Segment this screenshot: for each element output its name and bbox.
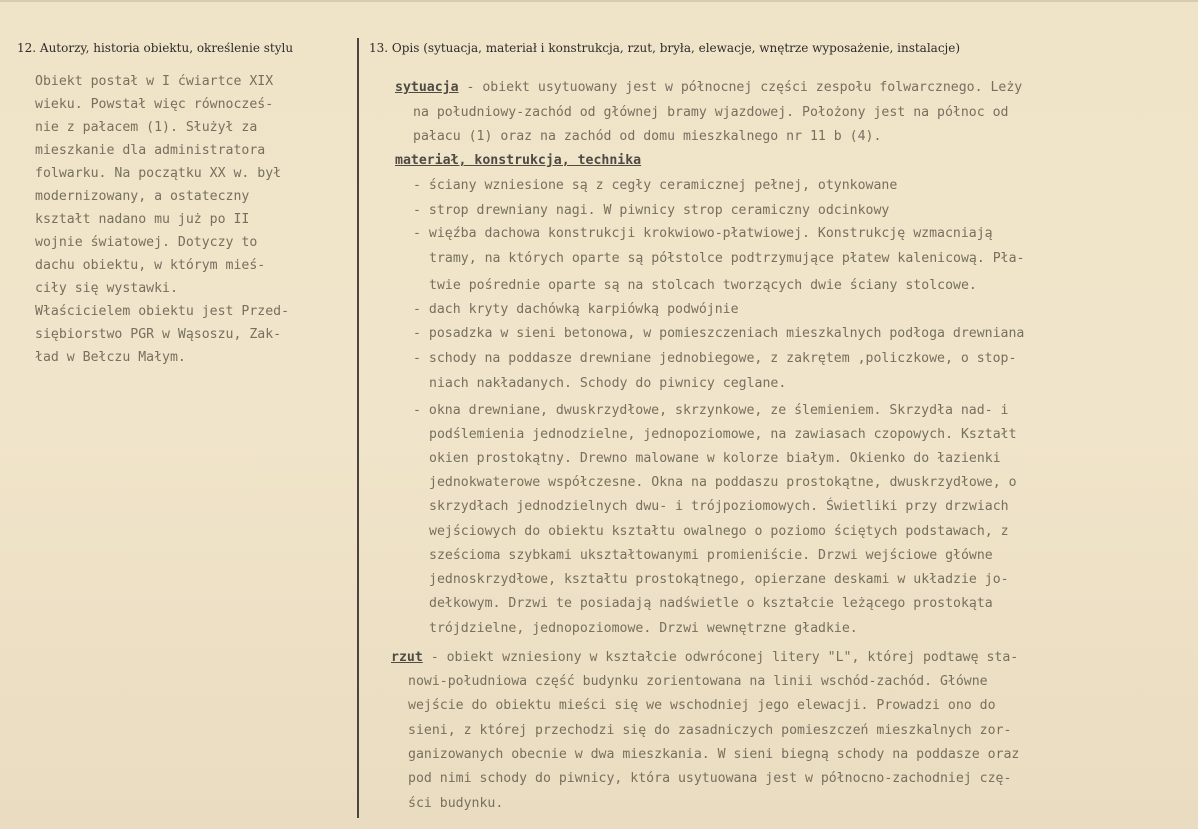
rzut-line: nowi-południowa część budynku zorientowana na linii wschód-zachód. Główne bbox=[408, 674, 988, 689]
left-text-line: nie z pałacem (1). Służył za bbox=[35, 120, 258, 135]
left-text-line: Właścicielem obiektu jest Przed- bbox=[35, 304, 290, 319]
rzut-line: sieni, z której przechodzi się do zasadniczych pomieszczeń mieszkalnych zor- bbox=[408, 723, 1012, 738]
left-text-line: dachu obiektu, w którym mieś- bbox=[35, 258, 266, 273]
material-line: jednoskrzydłowe, kształtu prostokątnego, opierzane deskami w układzie jo- bbox=[429, 572, 1009, 587]
material-line: - ściany wzniesione są z cegły ceramicznej pełnej, otynkowane bbox=[413, 178, 898, 193]
rzut-line: wejście do obiektu mieści się we wschodniej jego elewacji. Prowadzi ono do bbox=[408, 698, 996, 713]
rzut-line: pod nimi schody do piwnicy, która usytuowana jest w północno-zachodniej czę- bbox=[408, 771, 1012, 786]
rzut-line: ganizowanych obecnie w dwa mieszkania. W sieni biegną schody na poddasze oraz bbox=[408, 747, 1020, 762]
material-line: niach nakładanych. Schody do piwnicy ceglane. bbox=[429, 376, 787, 391]
material-line: twie pośrednie oparte są na stolcach tworzących dwie ściany stolcowe. bbox=[429, 278, 977, 293]
term-material: materiał, konstrukcja, technika bbox=[395, 153, 642, 168]
material-line: - posadzka w sieni betonowa, w pomieszczeniach mieszkalnych podłoga drewniana bbox=[413, 326, 1025, 341]
material-line: trójdzielne, jednopoziomowe. Drzwi wewnętrzne gładkie. bbox=[429, 621, 858, 636]
rzut-line: ści budynku. bbox=[408, 796, 504, 811]
left-text-line: siębiorstwo PGR w Wąsoszu, Zak- bbox=[35, 327, 282, 342]
material-line: tramy, na których oparte są półstolce podtrzymujące płatew kalenicową. Pła- bbox=[429, 251, 1025, 266]
sytuacja-line bbox=[395, 76, 1022, 99]
left-text-line: wieku. Powstał więc równocześ- bbox=[35, 97, 274, 112]
left-text-line: Obiekt postał w I ćwiartce XIX bbox=[35, 74, 274, 89]
rzut-line bbox=[391, 646, 1018, 669]
material-line: - okna drewniane, dwuskrzydłowe, skrzynkowe, ze ślemieniem. Skrzydła nad- i bbox=[413, 403, 1009, 418]
material-line: jednokwaterowe współczesne. Okna na poddaszu prostokątne, dwuskrzydłowe, o bbox=[429, 475, 1017, 490]
material-line: dełkowym. Drzwi te posiadają nadświetle o kształcie leżącego prostokąta bbox=[429, 596, 993, 611]
material-line: podślemienia jednodzielne, jednopoziomowe, na zawiasach czopowych. Kształt bbox=[429, 427, 1017, 442]
right-column-text bbox=[0, 2, 1198, 829]
term-rzut: rzut bbox=[391, 650, 423, 665]
left-text-line: kształt nadano mu już po II bbox=[35, 212, 250, 227]
sytuacja-text: - obiekt usytuowany jest w północnej części zespołu folwarcznego. Leży bbox=[458, 80, 1023, 95]
left-text-line: folwarku. Na początku XX w. był bbox=[35, 166, 282, 181]
material-line: - schody na poddasze drewniane jednobiegowe, z zakrętem ,policzkowe, o stop- bbox=[413, 351, 1017, 366]
rzut-text: - obiekt wzniesiony w kształcie odwróconej litery "L", której podtawę sta- bbox=[422, 650, 1019, 665]
material-line: - więźba dachowa konstrukcji krokwiowo-płatwiowej. Konstrukcję wzmacniają bbox=[413, 226, 993, 241]
material-heading bbox=[395, 149, 641, 172]
section-header-description: 13. Opis (sytuacja, materiał i konstrukcja, rzut, bryła, elewacje, wnętrze wyposażenie, instalacje) bbox=[369, 41, 961, 55]
left-text-line: ciły się wystawki. bbox=[35, 281, 178, 296]
material-line: - dach kryty dachówką karpiówką podwójnie bbox=[413, 302, 739, 317]
material-line: skrzydłach jednodzielnych dwu- i trójpoziomowych. Świetliki przy drzwiach bbox=[429, 499, 1009, 514]
sytuacja-line: pałacu (1) oraz na zachód od domu mieszkalnego nr 11 b (4). bbox=[413, 129, 882, 144]
material-line: - strop drewniany nagi. W piwnicy strop ceramiczny odcinkowy bbox=[413, 203, 890, 218]
material-line: wejściowych do obiektu kształtu owalnego o poziomo ściętych podstawach, z bbox=[429, 524, 1009, 539]
section-header-authors-history: 12. Autorzy, historia obiektu, określenie stylu bbox=[17, 41, 294, 55]
left-text-line: wojnie światowej. Dotyczy to bbox=[35, 235, 258, 250]
sytuacja-line: na południowy-zachód od głównej bramy wjazdowej. Położony jest na północ od bbox=[413, 105, 1009, 120]
left-text-line: ład w Bełczu Małym. bbox=[35, 350, 186, 365]
term-sytuacja: sytuacja bbox=[395, 80, 459, 95]
material-line: sześcioma szybkami ukształtowanymi promieniście. Drzwi wejściowe główne bbox=[429, 548, 993, 563]
material-line: okien prostokątny. Drewno malowane w kolorze białym. Okienko do łazienki bbox=[429, 451, 1001, 466]
left-text-line: modernizowany, a ostateczny bbox=[35, 189, 250, 204]
left-text-line: mieszkanie dla administratora bbox=[35, 143, 266, 158]
